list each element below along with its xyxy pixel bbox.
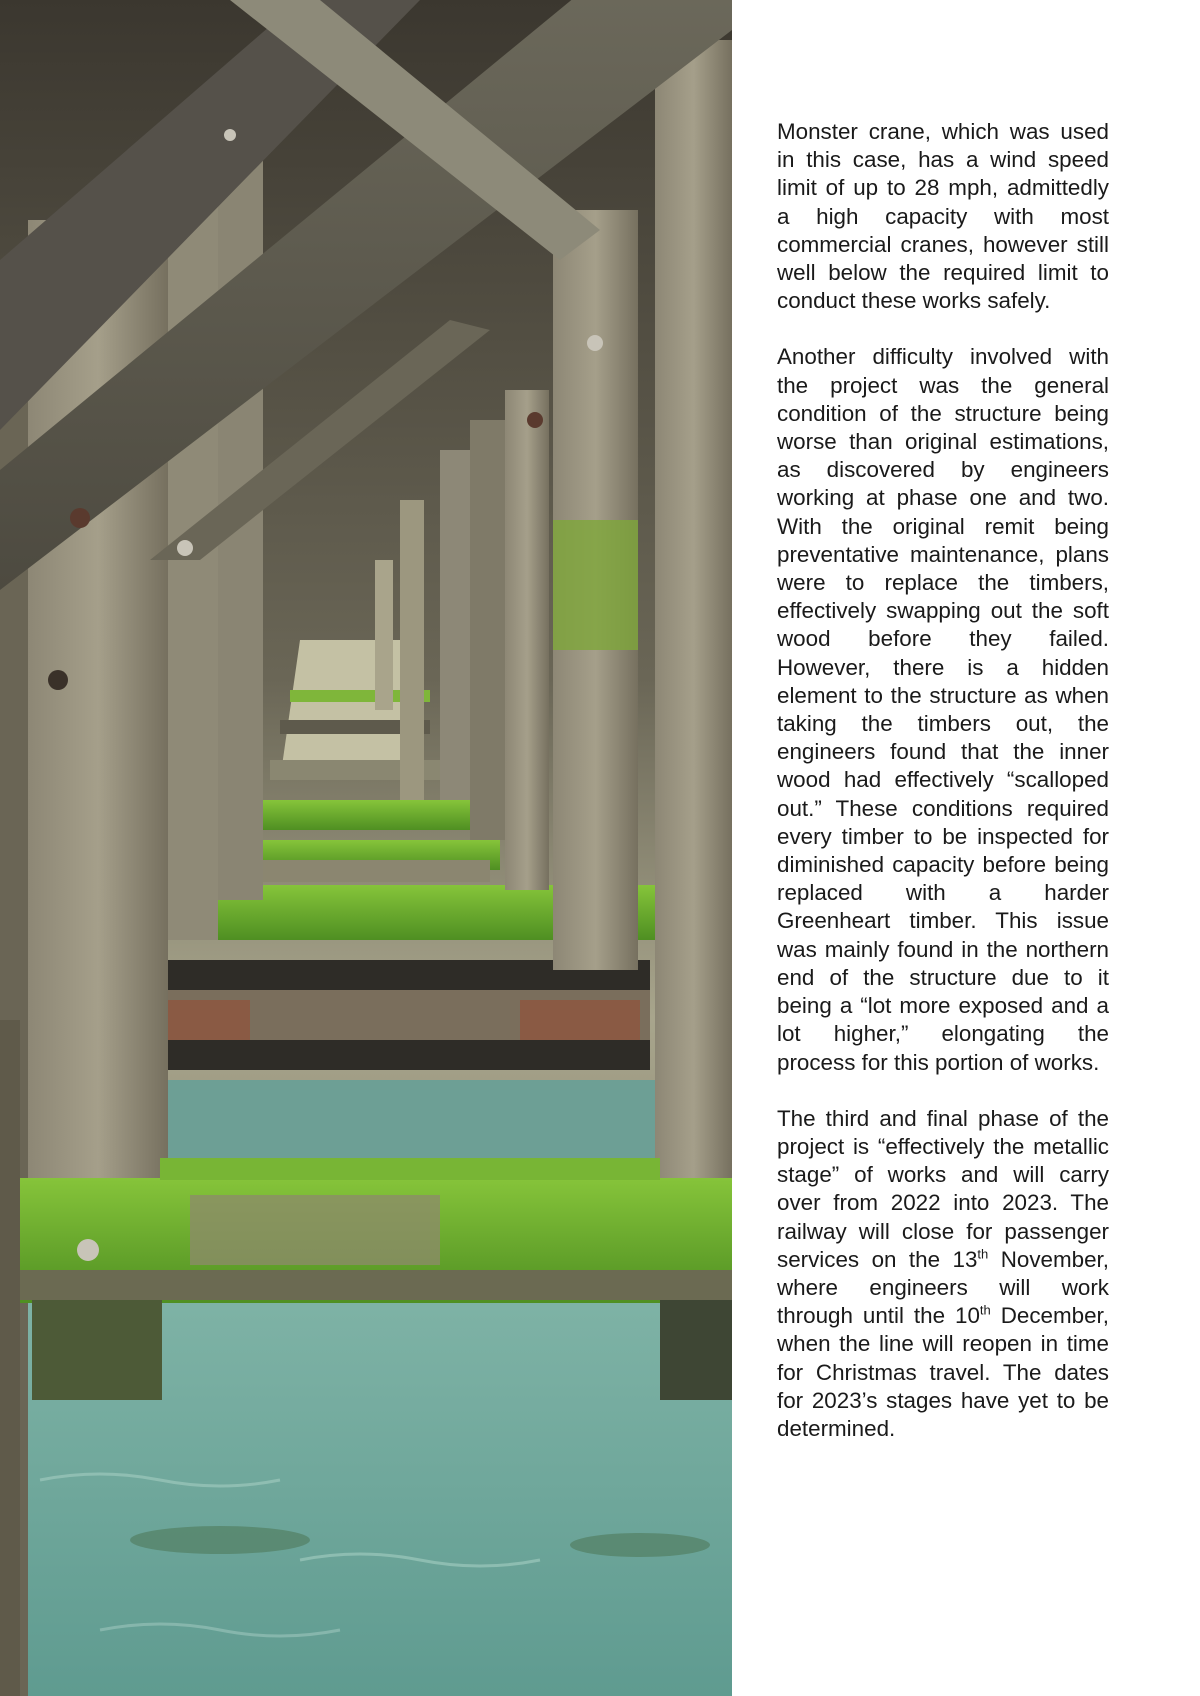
article-paragraph-2: Another difficulty involved with the project was the general condition of the structure being worse than original estimations, as discovered by engineers working at phase one and two. With the original remit being preventative maintenance, plans were to replace the timbers, effectively swapping out the soft wood before they failed. However, there is a hidden element to the structure as when taking the timbers out, the engineers found that the inner wood had effectively “scalloped out.” These conditions required every timber to be inspected for diminished capacity before being replaced with a harder Greenheart timber. This issue was mainly found in the northern end of the structure due to it being a “lot more exposed and a lot higher,” elongating the process for this portion of works. — [777, 344, 1109, 1075]
article-paragraph-1: Monster crane, which was used in this case, has a wind speed limit of up to 28 mph, admittedly a high capacity with most commercial cranes, however still well below the required limit to conduct these works safely. — [777, 119, 1109, 314]
ordinal-suffix-1: th — [977, 1246, 989, 1262]
article-body — [777, 118, 1109, 1471]
article-paragraph-3 — [777, 1105, 1109, 1443]
paragraph-3-part-2: November, where engineers will work through until the 10 — [777, 1246, 1109, 1329]
paragraph-3-part-1: The third and final phase of the project is “effectively the metallic stage” of works and will carry over from 2022 into 2023. The railway will close for passenger services on the 13 — [777, 1105, 1109, 1272]
paragraph-3-part-3: December, when the line will reopen in time for Christmas travel. The dates for 2023’s stages have yet to be determined. — [777, 1303, 1109, 1441]
ordinal-suffix-2: th — [979, 1302, 991, 1318]
